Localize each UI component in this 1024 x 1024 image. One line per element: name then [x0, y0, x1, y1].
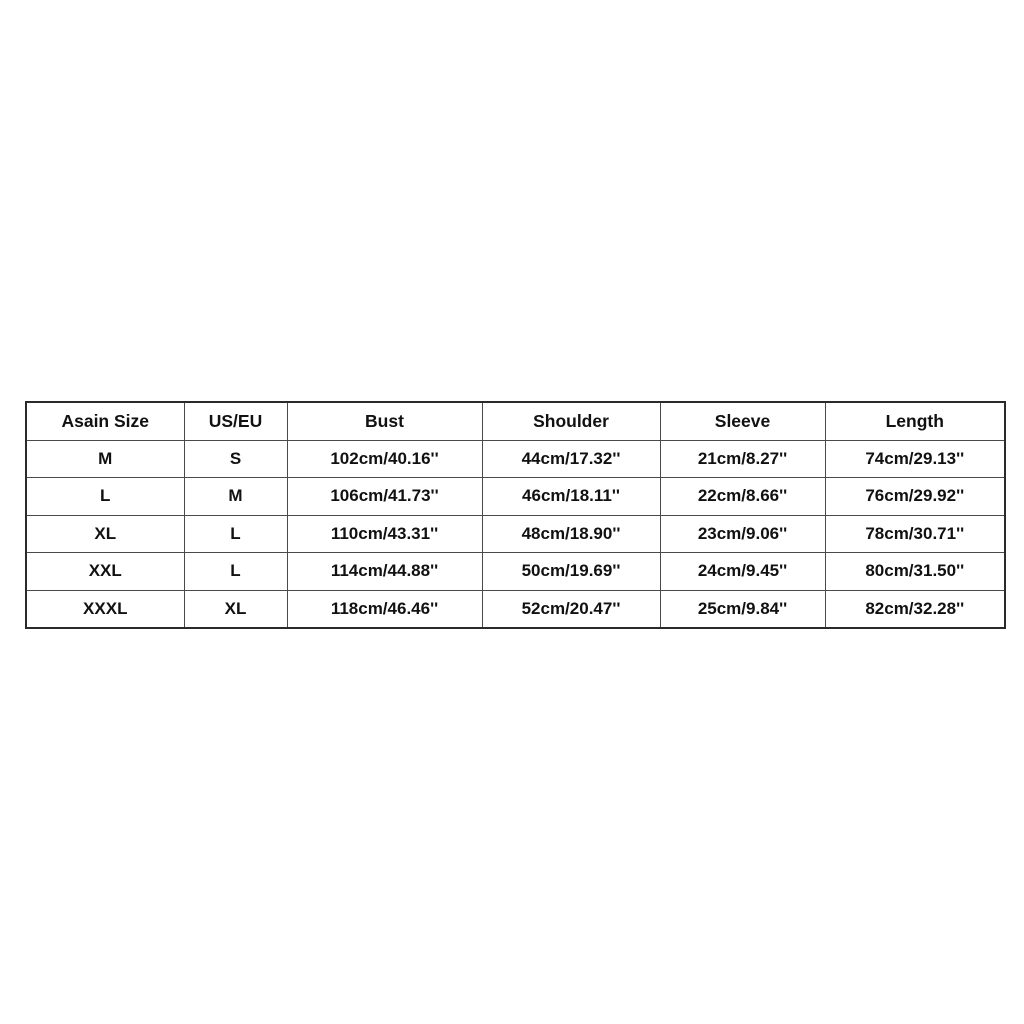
cell-asian-size: L	[26, 478, 184, 516]
cell-shoulder: 48cm/18.90''	[482, 515, 660, 553]
cell-asian-size: M	[26, 440, 184, 478]
cell-length: 76cm/29.92''	[825, 478, 1005, 516]
table-row	[26, 478, 1005, 516]
cell-bust: 114cm/44.88''	[287, 553, 482, 591]
cell-shoulder: 44cm/17.32''	[482, 440, 660, 478]
header-us-eu: US/EU	[184, 402, 287, 440]
cell-length: 82cm/32.28''	[825, 590, 1005, 628]
cell-sleeve: 22cm/8.66''	[660, 478, 825, 516]
cell-asian-size: XL	[26, 515, 184, 553]
size-chart-table	[25, 401, 1006, 629]
cell-bust: 118cm/46.46''	[287, 590, 482, 628]
cell-us-eu: M	[184, 478, 287, 516]
table-row	[26, 590, 1005, 628]
cell-sleeve: 24cm/9.45''	[660, 553, 825, 591]
header-shoulder: Shoulder	[482, 402, 660, 440]
cell-bust: 110cm/43.31''	[287, 515, 482, 553]
cell-shoulder: 52cm/20.47''	[482, 590, 660, 628]
cell-bust: 102cm/40.16''	[287, 440, 482, 478]
cell-length: 74cm/29.13''	[825, 440, 1005, 478]
cell-shoulder: 46cm/18.11''	[482, 478, 660, 516]
cell-shoulder: 50cm/19.69''	[482, 553, 660, 591]
cell-sleeve: 21cm/8.27''	[660, 440, 825, 478]
header-row	[26, 402, 1005, 440]
cell-us-eu: XL	[184, 590, 287, 628]
cell-length: 78cm/30.71''	[825, 515, 1005, 553]
header-bust: Bust	[287, 402, 482, 440]
cell-asian-size: XXL	[26, 553, 184, 591]
table-row	[26, 440, 1005, 478]
cell-us-eu: L	[184, 515, 287, 553]
cell-asian-size: XXXL	[26, 590, 184, 628]
cell-sleeve: 25cm/9.84''	[660, 590, 825, 628]
table-row	[26, 553, 1005, 591]
header-sleeve: Sleeve	[660, 402, 825, 440]
cell-length: 80cm/31.50''	[825, 553, 1005, 591]
cell-us-eu: L	[184, 553, 287, 591]
cell-sleeve: 23cm/9.06''	[660, 515, 825, 553]
cell-us-eu: S	[184, 440, 287, 478]
header-asian-size: Asain Size	[26, 402, 184, 440]
table-row	[26, 515, 1005, 553]
cell-bust: 106cm/41.73''	[287, 478, 482, 516]
header-length: Length	[825, 402, 1005, 440]
